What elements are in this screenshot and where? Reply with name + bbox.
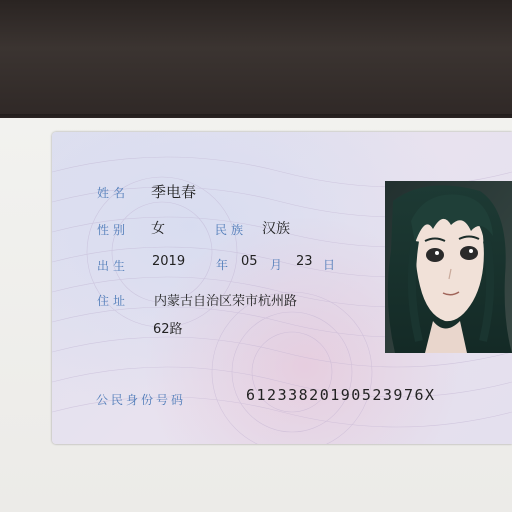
ethnicity-value: 汉族 bbox=[262, 221, 290, 237]
id-number-label: 公民身份号码 bbox=[96, 393, 187, 407]
address-label: 住址 bbox=[97, 294, 130, 308]
birth-year-value: 2019 bbox=[152, 254, 186, 269]
ethnicity-label: 民族 bbox=[215, 223, 248, 237]
birth-label: 出生 bbox=[97, 259, 130, 273]
address-line2: 62路 bbox=[153, 322, 183, 337]
name-label: 姓名 bbox=[97, 186, 130, 200]
portrait-photo bbox=[385, 181, 512, 353]
year-label: 年 bbox=[216, 258, 233, 272]
name-value: 季电春 bbox=[151, 183, 197, 201]
id-number-value: 61233820190523976X bbox=[246, 386, 436, 404]
birth-month-value: 05 bbox=[241, 254, 258, 269]
gender-label: 性别 bbox=[97, 223, 130, 237]
day-label: 日 bbox=[323, 258, 340, 272]
id-card bbox=[52, 132, 512, 444]
address-line1: 内蒙古自治区荣市杭州路 bbox=[154, 294, 298, 309]
birth-day-value: 23 bbox=[296, 254, 313, 269]
gender-value: 女 bbox=[151, 221, 165, 237]
month-label: 月 bbox=[270, 258, 287, 272]
table-background bbox=[0, 0, 512, 120]
